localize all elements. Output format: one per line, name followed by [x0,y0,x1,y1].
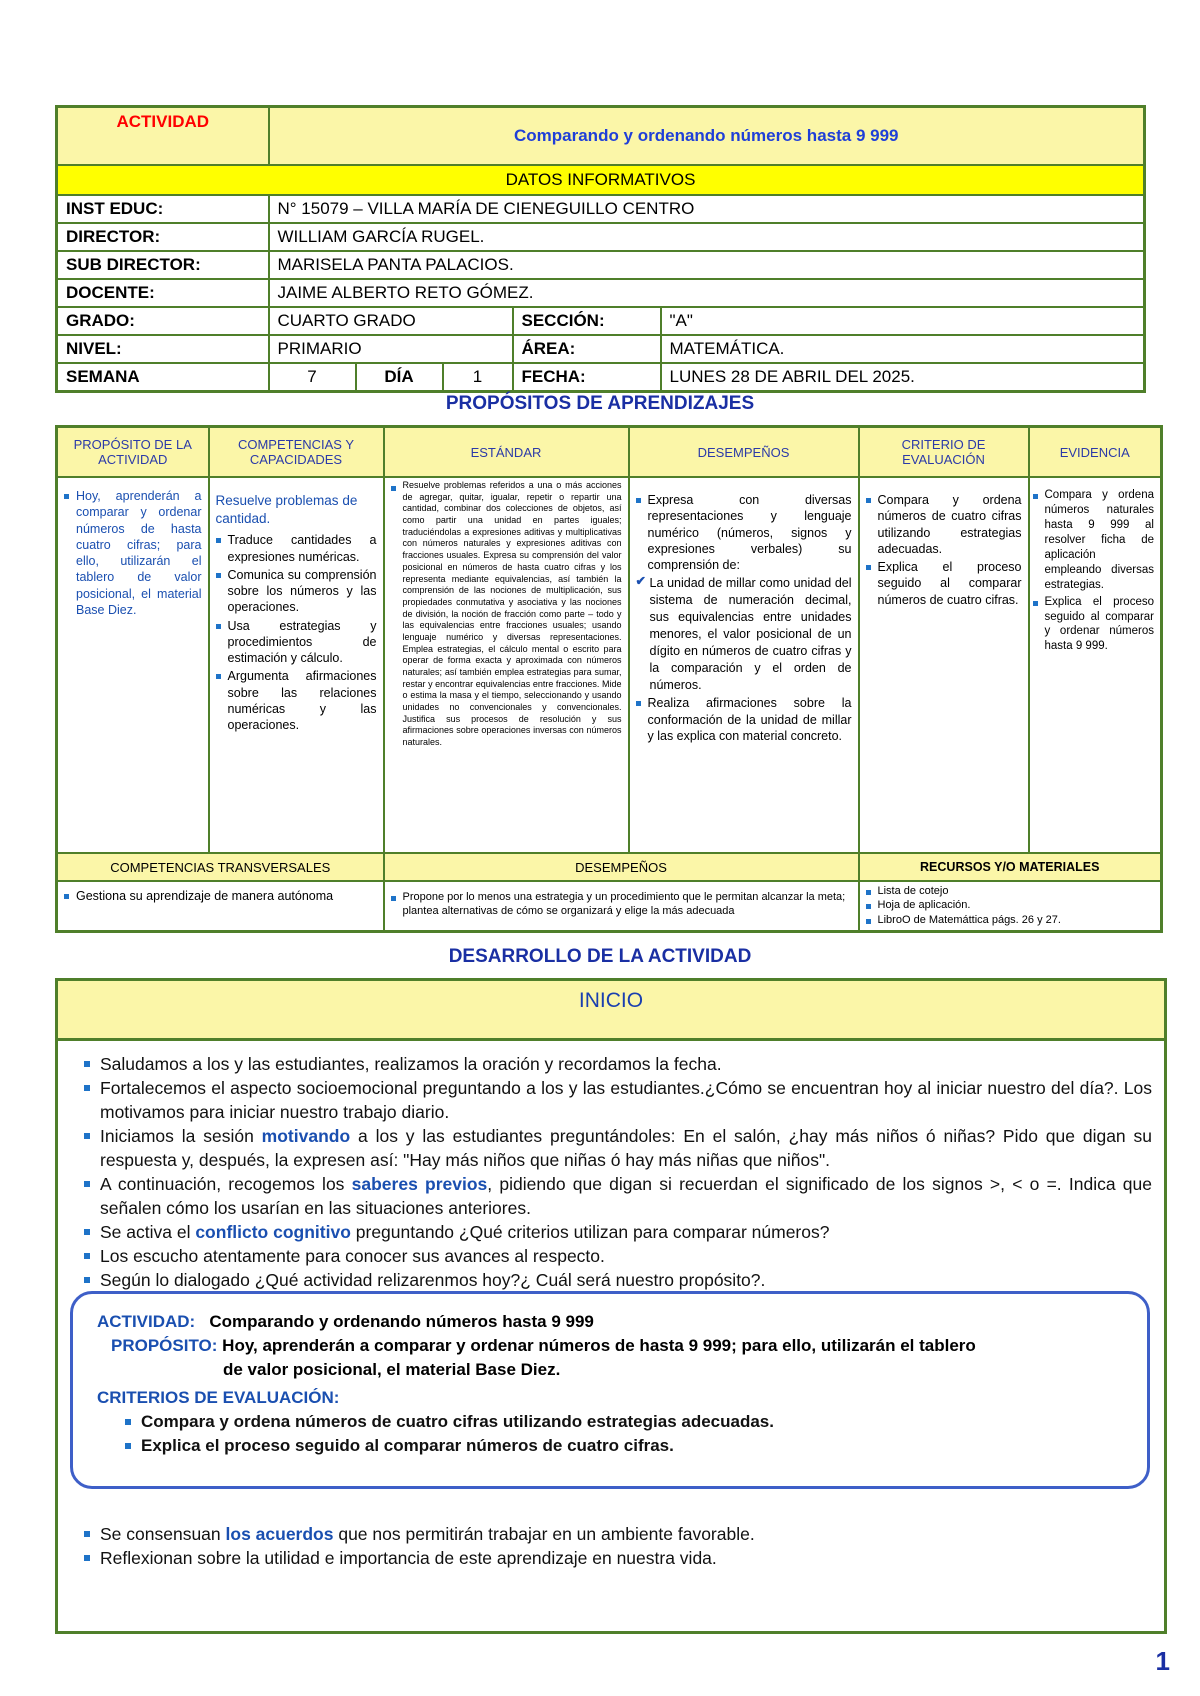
box-criterio-item: Compara y ordena números de cuatro cifras utilizando estrategias adecuadas. [125,1410,1129,1434]
box-criterio-item: Explica el proceso seguido al comparar números de cuatro cifras. [125,1434,1129,1458]
inicio-item: A continuación, recogemos los saberes previos, pidiendo que digan si recuerdan el significado de los signos >, < o =. Indica que señalen cómo los usarían en las situaciones anteriores. [84,1172,1152,1220]
col-competencias: COMPETENCIAS Y CAPACIDADES [209,427,384,478]
recurso-item: Hoja de aplicación. [866,898,1155,912]
propositos-title: PROPÓSITOS DE APRENDIZAJES [445,393,755,414]
actividad-title: Comparando y ordenando números hasta 9 999 [269,107,1145,166]
inicio-item: Los escucho atentamente para conocer sus avances al respecto. [84,1244,1152,1268]
keyword: conflicto cognitivo [195,1222,351,1242]
docente-label: DOCENTE: [57,279,269,307]
keyword: los acuerdos [225,1524,334,1544]
after-list [84,1522,1152,1570]
inst-value: N° 15079 – VILLA MARÍA DE CIENEGUILLO CENTRO [269,195,1145,223]
col-estandar: ESTÁNDAR [384,427,629,478]
box-proposito-cont: de valor posicional, el material Base Diez. [223,1360,561,1379]
col-criterio: CRITERIO DE EVALUACIÓN [859,427,1029,478]
semana-label: SEMANA [57,363,269,392]
subdirector-label: SUB DIRECTOR: [57,251,269,279]
col-proposito: PROPÓSITO DE LA ACTIVIDAD [57,427,209,478]
estandar-text: Resuelve problemas referidos a una o más acciones de agregar, quitar, igualar, repetir o repartir una cantidad, combinar dos colecciones de objetos, así como partir una unidad en partes iguales; traduciéndolas a expresiones aditivas y multiplicativas con números naturales y expresiones aditivas con fracciones usuales. Expresa su comprensión del valor posicional en números de hasta cuatro cifras y los representa mediante equivalencias, así también la comprensión de las nociones de multiplicación, sus propiedades conmutativa y asociativa y las nociones de división, la noción de fracción como parte – todo y las equivalencias entre fracciones usuales; usando lenguaje numérico y diversas representaciones. Emplea estrategias, el cálculo mental o escrito para operar de forma exacta y aproximada con números naturales; así también emplea estrategias para sumar, restar y encontrar equivalencias entre fracciones. Mide o estima la masa y el tiempo, seleccionando y usando unidades no convencionales y convencionales. Justifica sus procesos de resolución y sus afirmaciones sobre operaciones inversas con números naturales. [391,480,622,749]
capacidad-item: Usa estrategias y procedimientos de estimación y cálculo. [216,618,377,667]
grado-label: GRADO: [57,307,269,335]
after-item: Reflexionan sobre la utilidad e importancia de este aprendizaje en nuestra vida. [84,1546,1152,1570]
inicio-title: INICIO [58,981,1164,1041]
evidencia-item: Explica el proceso seguido al comparar y ordenar números hasta 9 999. [1033,595,1155,655]
docente-value: JAIME ALBERTO RETO GÓMEZ. [269,279,1145,307]
actividad-label: ACTIVIDAD [57,107,269,166]
criterio-item: Compara y ordena números de cuatro cifras utilizando estrategias adecuadas. [866,492,1022,557]
box-actividad-value: Comparando y ordenando números hasta 9 999 [209,1312,594,1331]
desarrollo-title: DESARROLLO DE LA ACTIVIDAD [448,946,752,967]
actividad-summary-box [70,1291,1150,1489]
recurso-item: Lista de cotejo [866,884,1155,898]
box-proposito-label: PROPÓSITO: [111,1336,218,1355]
inicio-item: Saludamos a los y las estudiantes, realizamos la oración y recordamos la fecha. [84,1052,1152,1076]
box-proposito-value: Hoy, aprenderán a comparar y ordenar números de hasta 9 999; para ello, utilizarán el tablero [222,1336,976,1355]
propositos-table [55,425,1163,933]
after-item: Se consensuan los acuerdos que nos permitirán trabajar en un ambiente favorable. [84,1522,1152,1546]
capacidad-item: Argumenta afirmaciones sobre las relaciones numéricas y las operaciones. [216,668,377,733]
seccion-value: "A" [661,307,1145,335]
desempeno-item: Expresa con diversas representaciones y lenguaje numérico (números, signos y expresiones verbales) su comprensión de: [636,492,852,573]
competencia-title: Resuelve problemas de cantidad. [215,493,358,527]
seccion-label: SECCIÓN: [513,307,661,335]
inicio-item: Iniciamos la sesión motivando a los y las estudiantes preguntándoles: En el salón, ¿hay más niños ó niñas? Pido que digan su respuesta y, después, la expresen así: "Hay más niños que niñas ó hay más niñas que niños". [84,1124,1152,1172]
transversal-desempeno: Propone por lo menos una estrategia y un procedimiento que le permitan alcanzar la meta; plantea alternativas de cómo se organizará y elige la más adecuada [391,890,852,919]
inicio-item: Según lo dialogado ¿Qué actividad relizarenmos hoy?¿ Cuál será nuestro propósito?. [84,1268,1152,1292]
area-label: ÁREA: [513,335,661,363]
dia-value: 1 [443,363,513,392]
capacidad-item: Comunica su comprensión sobre los números y las operaciones. [216,567,377,616]
inicio-list [84,1052,1152,1316]
inst-label: INST EDUC: [57,195,269,223]
col-evidencia: EVIDENCIA [1029,427,1162,478]
datos-informativos-table [55,105,1146,393]
desempeno-item: Realiza afirmaciones sobre la conformación de la unidad de millar y las explica con material concreto. [636,695,852,744]
desarrollo-box [55,978,1167,1634]
inicio-item: Se activa el conflicto cognitivo preguntando ¿Qué criterios utilizan para comparar números? [84,1220,1152,1244]
criterio-item: Explica el proceso seguido al comparar números de cuatro cifras. [866,559,1022,608]
evidencia-item: Compara y ordena números naturales hasta 9 999 al resolver ficha de aplicación empleando diversas estrategias. [1033,488,1155,593]
nivel-label: NIVEL: [57,335,269,363]
director-value: WILLIAM GARCÍA RUGEL. [269,223,1145,251]
keyword: saberes previos [351,1174,488,1194]
proposito-text: Hoy, aprenderán a comparar y ordenar números de hasta cuatro cifras; para ello, utilizarán el tablero de valor posicional, el material Base Diez. [64,488,202,618]
col-desempenos: DESEMPEÑOS [629,427,859,478]
nivel-value: PRIMARIO [269,335,513,363]
inicio-item: Fortalecemos el aspecto socioemocional preguntando a los y las estudiantes.¿Cómo se encuentran hoy al iniciar nuestro del día?. Los motivamos para iniciar nuestro trabajo diario. [84,1076,1152,1124]
dia-label: DÍA [356,363,443,392]
recurso-item: LibroO de Matemáttica págs. 26 y 27. [866,913,1155,927]
grado-value: CUARTO GRADO [269,307,513,335]
director-label: DIRECTOR: [57,223,269,251]
box-criterios-label: CRITERIOS DE EVALUACIÓN: [97,1388,340,1407]
page-number: 1 [1155,1646,1170,1676]
area-value: MATEMÁTICA. [661,335,1145,363]
datos-informativos-title: DATOS INFORMATIVOS [57,165,1145,195]
fecha-label: FECHA: [513,363,661,392]
keyword: motivando [261,1126,351,1146]
subdirector-value: MARISELA PANTA PALACIOS. [269,251,1145,279]
col-desempenos-transversales: DESEMPEÑOS [384,853,859,881]
transversal-text: Gestiona su aprendizaje de manera autónoma [64,888,377,904]
inicio-body [58,1044,1164,1631]
box-actividad-label: ACTIVIDAD: [97,1312,196,1331]
semana-value: 7 [269,363,356,392]
fecha-value: LUNES 28 DE ABRIL DEL 2025. [661,363,1145,392]
col-transversales: COMPETENCIAS TRANSVERSALES [57,853,384,881]
desempeno-check-text: La unidad de millar como unidad del sistema de numeración decimal, sus equivalencias entre unidades menores, el valor posicional de un dígito en números de cuatro cifras y la comparación y el orden de números. [649,576,852,692]
check-icon: ✔ [635,574,646,589]
col-recursos: RECURSOS Y/O MATERIALES [859,853,1162,881]
capacidad-item: Traduce cantidades a expresiones numéricas. [216,532,377,565]
